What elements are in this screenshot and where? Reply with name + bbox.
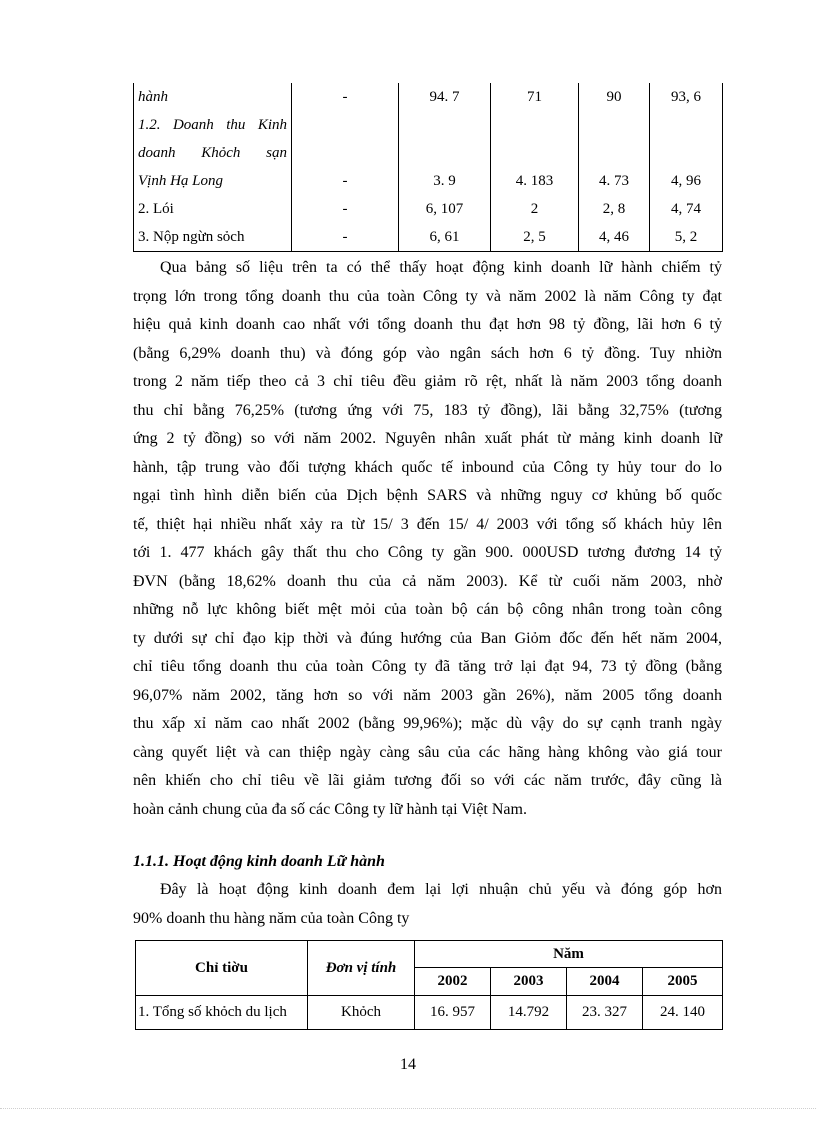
paragraph-line: Đây là hoạt động kinh doanh đem lại lợi nhuận chủ yếu và đóng góp hơn	[160, 881, 722, 898]
row-value: 4, 74	[650, 195, 723, 223]
analysis-paragraph	[133, 254, 722, 824]
table-row	[134, 167, 723, 195]
row-value: 23. 327	[567, 996, 643, 1030]
paragraph-line: hiệu quả kinh doanh cao nhất với tổng doanh thu đạt hơn 98 tỷ đồng, lãi hơn 6 tỷ	[133, 316, 722, 333]
row-label: 1.2. Doanh thu Kinh	[134, 111, 292, 139]
page-edge-line	[0, 1108, 816, 1109]
row-unit: -	[292, 195, 399, 223]
header-indicator: Chỉ tiờu	[136, 941, 308, 996]
table-row	[134, 111, 723, 139]
header-year: 2002	[415, 968, 491, 996]
row-value: 24. 140	[643, 996, 723, 1030]
paragraph-line: nên khiến cho chỉ tiêu về lãi giảm tương đối so với các năm trước, đây cũng là	[133, 772, 722, 789]
table-row	[134, 195, 723, 223]
paragraph-line: thu xấp xỉ năm cao nhất 2002 (bằng 99,96%); mặc dù vậy do sự cạnh tranh ngày	[133, 715, 722, 732]
row-label: hành	[134, 83, 292, 111]
section-intro-paragraph	[133, 876, 722, 933]
row-unit: -	[292, 223, 399, 252]
page-number: 14	[400, 1056, 416, 1073]
paragraph-line: 90% doanh thu hàng năm của toàn Công ty	[133, 909, 410, 927]
row-value: 2, 8	[579, 195, 650, 223]
row-value: 4, 46	[579, 223, 650, 252]
row-unit	[292, 111, 399, 139]
row-unit: -	[292, 83, 399, 111]
row-value: 94. 7	[399, 83, 491, 111]
row-value	[399, 111, 491, 139]
row-value: 4. 73	[579, 167, 650, 195]
travel-stats-table	[135, 940, 723, 1030]
header-year: 2003	[491, 968, 567, 996]
row-value: 14.792	[491, 996, 567, 1030]
row-value: 5, 2	[650, 223, 723, 252]
row-unit	[292, 139, 399, 167]
row-label: 3. Nộp ngừn sỏch	[134, 223, 292, 252]
row-label: 2. Lói	[134, 195, 292, 223]
paragraph-line: Qua bảng số liệu trên ta có thể thấy hoạt động kinh doanh lữ hành chiếm tỷ	[160, 259, 722, 276]
row-value: 4, 96	[650, 167, 723, 195]
paragraph-line: ty dưới sự chỉ đạo kịp thời và đúng hướng của Ban Giỏm đốc đến hết năm 2004,	[133, 629, 722, 647]
paragraph-line: (bằng 6,29% doanh thu) và đóng góp vào ngân sách hơn 6 tỷ đồng. Tuy nhiờn	[133, 344, 722, 362]
row-value	[491, 111, 579, 139]
row-value: 6, 107	[399, 195, 491, 223]
paragraph-line: ngại tình hình diễn biến của Dịch bệnh SARS và những nguy cơ khủng bố quốc	[133, 487, 722, 504]
row-label: Vịnh Hạ Long	[134, 167, 292, 195]
paragraph-line: ĐVN (bằng 18,62% doanh thu của cả năm 2003). Kể từ cuối năm 2003, nhờ	[133, 572, 722, 590]
table-row	[134, 139, 723, 167]
row-value	[579, 139, 650, 167]
paragraph-line: trọng lớn trong tổng doanh thu của toàn Công ty và năm 2002 là năm Công ty đạt	[133, 287, 722, 305]
row-unit: Khỏch	[308, 996, 415, 1030]
paragraph-line: càng quyết liệt và can thiệp ngày càng sâu của các hãng hàng không vào giá tour	[133, 743, 722, 761]
paragraph-line: trong 2 năm tiếp theo cả 3 chỉ tiêu đều giảm rõ rệt, nhất là năm 2003 tổng doanh	[133, 373, 722, 390]
paragraph-line: 96,07% năm 2002, tăng hơn so với năm 2003 gần 26%), năm 2005 tổng doanh	[133, 686, 722, 704]
header-year: 2005	[643, 968, 723, 996]
paragraph-line: chỉ tiêu tổng doanh thu của toàn Công ty đã tăng trở lại đạt 94, 73 tỷ đồng (bằng	[133, 658, 722, 675]
row-value: 90	[579, 83, 650, 111]
row-value: 3. 9	[399, 167, 491, 195]
row-value	[650, 111, 723, 139]
header-year: 2004	[567, 968, 643, 996]
table-row	[134, 83, 723, 111]
paragraph-line: những nỗ lực không biết mệt mỏi của toàn bộ cán bộ công nhân trong toàn công	[133, 601, 722, 618]
paragraph-line: tế, thiệt hại nhiều nhất xảy ra từ 15/ 3 đến 15/ 4/ 2003 với tổng số khách hủy lên	[133, 515, 722, 533]
row-value: 2	[491, 195, 579, 223]
row-unit: -	[292, 167, 399, 195]
row-value: 93, 6	[650, 83, 723, 111]
row-value	[579, 111, 650, 139]
row-value: 2, 5	[491, 223, 579, 252]
header-unit: Đơn vị tính	[308, 941, 415, 996]
row-value	[650, 139, 723, 167]
row-value: 16. 957	[415, 996, 491, 1030]
paragraph-line: tới 1. 477 khách gây thất thu cho Công ty gần 900. 000USD tương đương 14 tỷ	[133, 544, 722, 561]
section-heading: 1.1.1. Hoạt động kinh doanh Lữ hành	[133, 853, 385, 870]
paragraph-line: ứng 2 tỷ đồng) so với năm 2002. Nguyên nhân xuất phát từ mảng kinh doanh lữ	[133, 430, 722, 447]
paragraph-line: thu chỉ bằng 76,25% (tương ứng với 75, 183 tỷ đồng), lãi bằng 32,75% (tương	[133, 401, 722, 419]
revenue-table-continued	[133, 83, 723, 252]
header-year-group: Năm	[415, 941, 723, 968]
row-value	[491, 139, 579, 167]
row-value: 71	[491, 83, 579, 111]
row-value	[399, 139, 491, 167]
row-label: 1. Tổng số khỏch du lịch	[136, 996, 308, 1030]
table-row	[134, 223, 723, 252]
row-value: 4. 183	[491, 167, 579, 195]
paragraph-line: hoàn cảnh chung của đa số các Công ty lữ hành tại Việt Nam.	[133, 800, 527, 818]
row-value: 6, 61	[399, 223, 491, 252]
paragraph-line: hành, tập trung vào đối tượng khách quốc tế inbound của Công ty hủy tour do lo	[133, 458, 722, 476]
row-label: doanh Khỏch sạn	[134, 139, 292, 167]
